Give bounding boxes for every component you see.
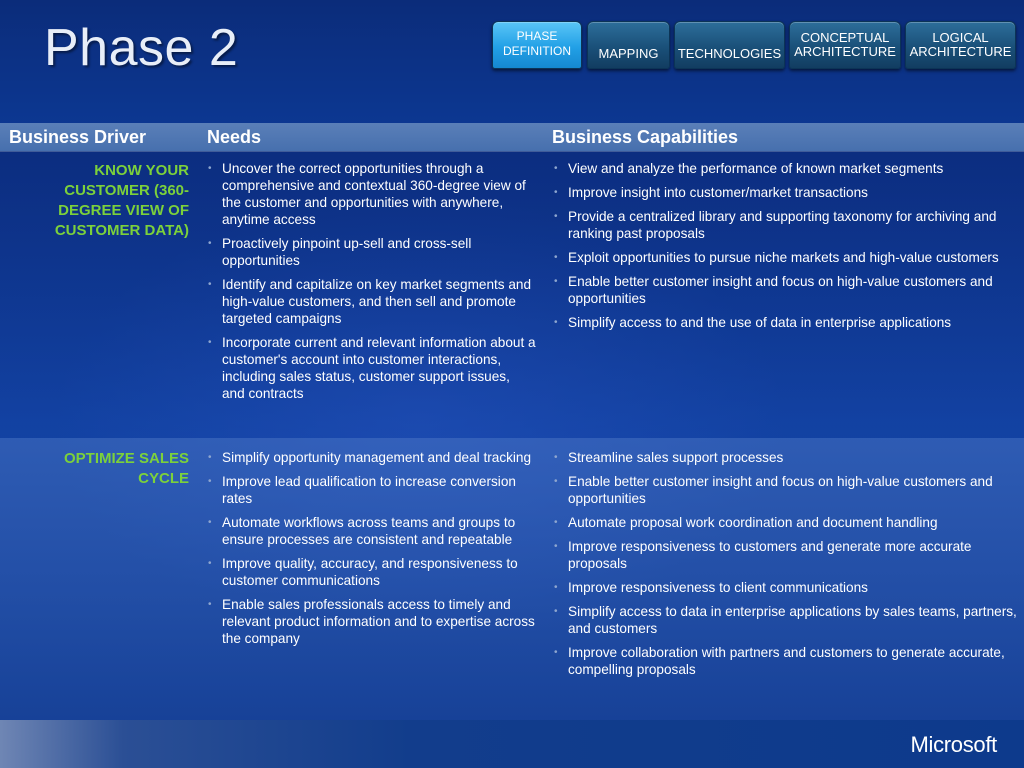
tab-phase-definition[interactable]	[492, 21, 582, 69]
tab-technologies[interactable]	[674, 21, 785, 69]
header-needs: Needs	[207, 127, 262, 147]
footer-bar	[0, 720, 1024, 768]
tab-label: CONCEPTUAL ARCHITECTURE	[794, 30, 896, 59]
header-business-capabilities: Business Capabilities	[552, 127, 739, 147]
list-item: • Improve lead qualification to increase conversion rates	[206, 473, 536, 507]
needs-list	[206, 160, 536, 409]
list-item: • Simplify access to data in enterprise applications by sales teams, partners, and customers	[552, 603, 1020, 637]
list-item: • Improve collaboration with partners and customers to generate accurate, compelling proposals	[552, 644, 1020, 678]
list-item: • Streamline sales support processes	[552, 449, 1020, 466]
list-item: • Proactively pinpoint up-sell and cross-sell opportunities	[206, 235, 536, 269]
table-row	[0, 438, 1024, 720]
microsoft-logo: Microsoft	[910, 732, 997, 757]
list-item: • Simplify access to and the use of data in enterprise applications	[552, 314, 1020, 331]
tab-logical-architecture[interactable]	[905, 21, 1016, 69]
table-header	[0, 123, 1024, 152]
list-item: • Uncover the correct opportunities through a comprehensive and contextual 360-degree view of the customer and opportunities with anywhere, anytime access	[206, 160, 536, 228]
list-item: • Automate workflows across teams and groups to ensure processes are consistent and repeatable	[206, 514, 536, 548]
capabilities-list	[552, 449, 1020, 685]
tab-label: LOGICAL ARCHITECTURE	[909, 30, 1012, 59]
list-item: • Incorporate current and relevant information about a customer's account into customer interactions, including sales status, customer support issues, and contracts	[206, 334, 536, 402]
list-item: • Automate proposal work coordination and document handling	[552, 514, 1020, 531]
list-item: • Improve insight into customer/market transactions	[552, 184, 1020, 201]
business-driver-label: OPTIMIZE SALES CYCLE	[63, 450, 189, 487]
capabilities-list	[552, 160, 1020, 338]
tab-mapping[interactable]	[587, 21, 670, 69]
page-title: Phase 2	[44, 19, 239, 77]
list-item: • Enable better customer insight and focus on high-value customers and opportunities	[552, 273, 1020, 307]
list-item: • Improve responsiveness to client communications	[552, 579, 1020, 596]
tab-label: MAPPING	[598, 46, 659, 61]
table-row	[0, 151, 1024, 438]
list-item: • Simplify opportunity management and deal tracking	[206, 449, 536, 466]
tab-label: TECHNOLOGIES	[677, 46, 782, 61]
list-item: • Improve quality, accuracy, and responsiveness to customer communications	[206, 555, 536, 589]
list-item: • Exploit opportunities to pursue niche markets and high-value customers	[552, 249, 1020, 266]
tab-label: PHASE DEFINITION	[503, 29, 571, 58]
header-business-driver: Business Driver	[9, 127, 147, 147]
list-item: • Enable sales professionals access to timely and relevant product information and to expertise across the company	[206, 596, 536, 647]
list-item: • Provide a centralized library and supporting taxonomy for archiving and ranking past proposals	[552, 208, 1020, 242]
list-item: • View and analyze the performance of known market segments	[552, 160, 1020, 177]
list-item: • Enable better customer insight and focus on high-value customers and opportunities	[552, 473, 1020, 507]
tab-conceptual-architecture[interactable]	[789, 21, 901, 69]
list-item: • Identify and capitalize on key market segments and high-value customers, and then sell and promote targeted campaigns	[206, 276, 536, 327]
business-driver-label: KNOW YOUR CUSTOMER (360-DEGREE VIEW OF CUSTOMER DATA)	[54, 162, 189, 239]
list-item: • Improve responsiveness to customers and generate more accurate proposals	[552, 538, 1020, 572]
needs-list	[206, 449, 536, 654]
